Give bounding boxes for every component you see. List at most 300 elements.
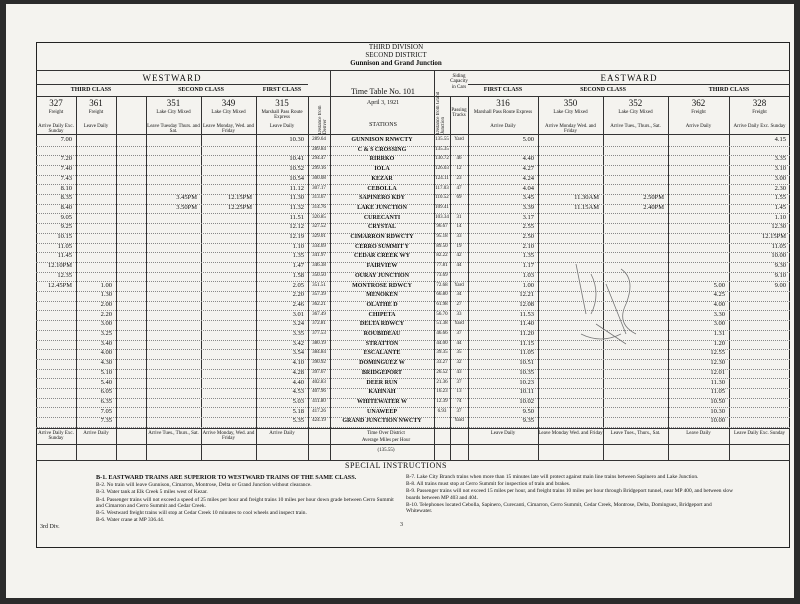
cell-w327: 8.35 xyxy=(60,194,72,202)
train-description: Freight xyxy=(48,110,64,115)
cell-gj: 117.03 xyxy=(435,185,449,191)
cell-gj: 66.80 xyxy=(436,292,448,298)
passing-label: Passing Tracks xyxy=(451,108,467,119)
pencil-annotation xyxy=(566,254,656,364)
train-number: 316 xyxy=(496,98,510,108)
cell-mp: 350.50 xyxy=(312,272,326,278)
cell-w327: 9.05 xyxy=(60,213,72,221)
cell-gj: 126.03 xyxy=(435,166,449,172)
train-days: Leave Tuesday Thurs. and Sat. xyxy=(147,124,200,135)
cell-e316: 11.53 xyxy=(519,310,534,318)
cell-w349: 12.25PM xyxy=(227,203,252,211)
cell-mp: 402.83 xyxy=(312,379,326,385)
siding-label: Siding Capacity in Cars xyxy=(450,74,468,90)
cell-mp: 329.01 xyxy=(312,234,326,239)
cell-w361: 2.20 xyxy=(100,310,112,318)
cell-station: CHIPETA xyxy=(368,311,396,318)
train-description: Lake City Mixed xyxy=(553,110,588,115)
cell-w361: 4.30 xyxy=(100,359,112,367)
westward-label: WESTWARD xyxy=(142,73,202,83)
special-instructions-title: SPECIAL INSTRUCTIONS xyxy=(345,461,447,470)
cell-w315: 10.52 xyxy=(289,165,304,173)
cell-e328: 3.00 xyxy=(774,174,786,182)
cell-e316: 11.05 xyxy=(519,349,534,357)
cell-e316: 9.50 xyxy=(522,407,534,415)
cell-e362: 1.20 xyxy=(713,339,725,347)
cell-e362: 12.55 xyxy=(710,349,725,357)
dist-gj-label: Distance from Grand Junction xyxy=(436,91,446,134)
cell-w315: 4.10 xyxy=(292,359,304,367)
cell-e328: 9.10 xyxy=(774,271,786,279)
cell-e316: 3.45 xyxy=(522,194,534,202)
footer-w315: Arrive Daily xyxy=(269,431,295,436)
cell-station: DEER RUN xyxy=(366,379,398,386)
cell-mp: 346.38 xyxy=(312,263,326,269)
cell-mp: 334.69 xyxy=(312,243,326,249)
cell-e328: 9.30 xyxy=(774,262,786,270)
footer-w327: Arrive Daily Exc. Sunday xyxy=(38,431,74,442)
cell-station: DELTA RDWCY xyxy=(359,321,405,328)
cell-w361: 6.05 xyxy=(100,388,112,396)
instruction-item: B-8. All trains must stop at Cerro Summit for inspection of train and brakes. xyxy=(406,481,571,488)
cell-e362: 12.30 xyxy=(710,359,725,367)
cell-e316: 2.55 xyxy=(522,223,534,231)
cell-w327: 10.15 xyxy=(57,233,72,240)
footer-w351: Arrive Tues., Thurs., Sat. xyxy=(148,431,199,436)
cell-station: MONTROSE RDWCY xyxy=(352,282,412,289)
train-number: 350 xyxy=(563,98,578,108)
cell-gj: 96.67 xyxy=(436,224,448,230)
cell-gj: 110.52 xyxy=(435,195,449,201)
stations-label: STATIONS xyxy=(369,122,397,128)
cell-e328: 3.10 xyxy=(774,165,786,173)
cell-e328: 9.00 xyxy=(774,281,786,289)
east-class-rule xyxy=(468,84,790,85)
cell-e316: 11.15 xyxy=(519,339,534,347)
cell-e362: 12.01 xyxy=(710,368,725,376)
train-number: 328 xyxy=(752,98,767,108)
train-days: Arrive Daily xyxy=(685,124,712,129)
page-footer-division: 3rd Div. xyxy=(40,524,60,530)
column-divider xyxy=(668,96,669,460)
cell-gj: 39.35 xyxy=(436,350,448,356)
cell-station: C & S CROSSING xyxy=(357,146,407,153)
instructions-right xyxy=(406,474,736,515)
timetable-page xyxy=(6,4,794,598)
east-first-class: FIRST CLASS xyxy=(483,87,523,93)
cell-station: ROUBIDEAU xyxy=(363,331,401,337)
cell-sid: 46 xyxy=(456,156,462,162)
cell-sid: 37 xyxy=(456,331,462,336)
footer-e362: Leave Daily xyxy=(686,431,711,436)
train-number: 349 xyxy=(221,98,236,108)
cell-e316: 9.35 xyxy=(522,417,534,425)
cell-w361: 6.35 xyxy=(100,397,112,405)
west-first-class: FIRST CLASS xyxy=(262,87,302,93)
cell-e328: 4.15 xyxy=(774,136,786,143)
cell-gj: 6.93 xyxy=(437,408,447,414)
cell-w327: 7.20 xyxy=(60,155,72,163)
cell-w315: 3.54 xyxy=(292,349,304,357)
cell-station: CEDAR CREEK WY xyxy=(354,253,410,260)
cell-station: KAHNAH xyxy=(368,389,396,396)
cell-sid: 32 xyxy=(456,360,462,366)
cell-station: BRIDGEPORT xyxy=(361,369,403,376)
cell-gj: 109.41 xyxy=(435,204,449,210)
cell-mp: 362.21 xyxy=(312,301,326,307)
cell-w315: 1.58 xyxy=(292,271,304,279)
cell-gj: 61.98 xyxy=(436,301,448,307)
west-third-class: THIRD CLASS xyxy=(70,87,112,93)
cell-w315: 4.28 xyxy=(292,368,304,376)
cell-e316: 10.11 xyxy=(519,388,534,396)
cell-w327: 7.00 xyxy=(60,136,72,143)
cell-w315: 3.35 xyxy=(292,330,304,337)
cell-e362: 10.50 xyxy=(710,397,725,405)
cell-e316: 3.39 xyxy=(522,203,534,211)
cell-sid: 27 xyxy=(456,301,462,307)
train-days: Arrive Monday Wed. and Friday xyxy=(545,124,596,135)
cell-station: GUNNISON RNWCTY xyxy=(351,137,413,143)
instruction-item: B-6. Water crane at MP 336.44. xyxy=(96,517,165,524)
west-second-class: SECOND CLASS xyxy=(178,87,224,93)
cell-w315: 3.01 xyxy=(292,310,304,318)
train-number: 315 xyxy=(275,98,289,108)
cell-e352: 2.40PM xyxy=(643,203,664,211)
eastward-label: EASTWARD xyxy=(600,73,658,83)
train-description: Lake City Mixed xyxy=(211,110,246,115)
cell-w351: 3.45PM xyxy=(176,194,197,202)
cell-w315: 11.32 xyxy=(289,203,304,211)
cell-mp: 397.67 xyxy=(312,369,326,375)
cell-station: DOMINGUEZ W xyxy=(359,360,405,367)
cell-w327: 9.25 xyxy=(60,223,72,231)
cell-sid: 35 xyxy=(456,350,462,356)
cell-w315: 1.10 xyxy=(292,242,304,250)
cell-gj: 135.55 xyxy=(435,137,449,142)
column-divider xyxy=(146,96,147,460)
column-divider xyxy=(330,70,331,460)
cell-sid: 74 xyxy=(456,398,462,404)
cell-mp: 372.81 xyxy=(312,321,326,327)
cell-station: KEZAR xyxy=(371,175,393,182)
cell-e362: 11.05 xyxy=(710,388,725,396)
cell-e362: 5.00 xyxy=(713,281,725,289)
cell-sid: Yard xyxy=(454,321,464,327)
cell-sid: 33 xyxy=(456,234,462,239)
cell-mp: 390.92 xyxy=(312,360,326,366)
cell-e316: 4.27 xyxy=(522,165,534,173)
cell-sid: 43 xyxy=(456,369,462,375)
cell-w349: 12.15PM xyxy=(227,194,252,202)
cell-station: GRAND JUNCTION NWCTY xyxy=(342,418,422,425)
footer-rule xyxy=(36,444,790,445)
cell-mp: 377.53 xyxy=(312,331,326,336)
cell-gj: 72.68 xyxy=(436,282,448,288)
train-number: 361 xyxy=(89,98,103,108)
cell-e316: 1.03 xyxy=(522,271,534,279)
cell-w315: 2.20 xyxy=(292,291,304,299)
cell-w361: 3.40 xyxy=(100,339,112,347)
footer-total: (135.55) xyxy=(377,448,395,453)
footer-e352: Leave Tues., Thurs., Sat. xyxy=(610,431,661,436)
cell-mp: 367.49 xyxy=(312,311,326,317)
east-third-class: THIRD CLASS xyxy=(708,87,750,93)
cell-e362: 4.25 xyxy=(713,291,725,299)
cell-e316: 1.00 xyxy=(522,281,534,289)
train-description: Freight xyxy=(88,110,104,115)
cell-mp: 300.08 xyxy=(312,175,326,181)
cell-e362: 10.00 xyxy=(710,417,725,425)
cell-w315: 4.53 xyxy=(292,388,304,396)
instruction-item: B-10. Telephones located Cebolla, Sapinero, Curecanti, Cimarron, Cerro Summit, Cedar Creek, Montrose, Delta, Dominguez, Bridgeport and Whitewater. xyxy=(406,501,712,515)
train-number: 362 xyxy=(691,98,706,108)
cell-w361: 3.00 xyxy=(100,320,112,328)
train-description: Freight xyxy=(691,110,706,115)
cell-sid: Yard xyxy=(454,137,464,142)
cell-w327: 7.40 xyxy=(60,165,72,173)
cell-mp: 407.96 xyxy=(312,389,326,395)
cell-e362: 10.30 xyxy=(710,407,725,415)
train-description: Lake City Mixed xyxy=(156,110,191,115)
cell-station: IOLA xyxy=(374,166,390,173)
cell-e316: 3.17 xyxy=(522,213,534,221)
cell-gj: 130.72 xyxy=(435,156,449,162)
body-bottom-rule xyxy=(36,428,790,429)
instruction-item: B-2. No train will leave Gunnison, Cimarron, Montrose, Delta or Grand Junction without clearance. xyxy=(96,482,312,489)
cell-w327: 8.40 xyxy=(60,203,72,211)
cell-e316: 4.40 xyxy=(522,155,534,163)
cell-sid: 37 xyxy=(456,408,462,414)
cell-gj: 26.52 xyxy=(436,369,448,375)
cell-e316: 2.50 xyxy=(522,233,534,240)
cell-e328: 11.05 xyxy=(771,242,786,250)
cell-w361: 5.10 xyxy=(100,368,112,376)
cell-w315: 1.35 xyxy=(292,252,304,260)
cell-gj: 124.11 xyxy=(435,175,449,181)
column-divider xyxy=(450,96,451,460)
cell-mp: 299.16 xyxy=(312,166,326,172)
footer-e328: Leave Daily Exc. Sunday xyxy=(733,431,786,436)
cell-gj: 73.69 xyxy=(436,272,448,278)
cell-w361: 1.00 xyxy=(100,281,112,289)
cell-gj: 51.38 xyxy=(436,321,448,327)
east-second-class: SECOND CLASS xyxy=(580,87,626,93)
instruction-item: B-5. Westward freight trains will stop at Cedar Creek 10 minutes to cool wheels and inspect train. xyxy=(96,509,307,516)
cell-station: OLATHE D xyxy=(366,301,398,308)
cell-mp: 424.19 xyxy=(312,418,326,424)
cell-mp: 357.39 xyxy=(312,292,326,298)
cell-e328: 1.55 xyxy=(774,194,786,202)
dist-denver-label: Distance from Denver xyxy=(318,105,328,134)
cell-e316: 10.02 xyxy=(519,397,534,405)
cell-w315: 10.30 xyxy=(289,136,304,143)
instruction-item: B-3. Water tank at Elk Creek 5 miles west of Kezar. xyxy=(96,489,208,496)
cell-gj: 89.50 xyxy=(436,243,448,249)
cell-station: RIRRKO xyxy=(369,156,395,163)
cell-station: CIMARRON RDWCTY xyxy=(350,234,414,240)
cell-e316: 10.51 xyxy=(519,359,534,367)
cell-w315: 11.30 xyxy=(289,194,304,202)
cell-sid: 14 xyxy=(456,224,462,230)
cell-mp: 380.19 xyxy=(312,340,326,346)
cell-w315: 3.42 xyxy=(292,339,304,347)
cell-station: OURAY JUNCTION xyxy=(354,272,410,279)
instructions-left xyxy=(96,474,396,524)
train-number: 352 xyxy=(628,98,643,108)
district-title: SECOND DISTRICT xyxy=(365,51,427,59)
cell-w327: 11.45 xyxy=(57,252,72,260)
cell-sid: 34 xyxy=(456,292,462,298)
cell-station: CEBOLLA xyxy=(367,185,397,192)
cell-mp: 411.80 xyxy=(312,398,326,404)
cell-sid: 44 xyxy=(456,340,462,346)
cell-mp: 417.26 xyxy=(312,408,326,414)
cell-w315: 10.54 xyxy=(289,174,304,182)
cell-mp: 384.84 xyxy=(312,350,326,356)
cell-w361: 2.00 xyxy=(100,300,112,308)
cell-gj: 46.66 xyxy=(436,331,448,336)
cell-mp: 351.51 xyxy=(312,282,326,288)
timetable-number: Time Table No. 101 xyxy=(351,87,415,96)
division-title: THIRD DIVISION xyxy=(368,43,424,51)
page-number: 3 xyxy=(400,522,403,528)
footer-w349: Arrive Monday, Wed. and Friday xyxy=(202,431,255,442)
cell-gj: 135.35 xyxy=(435,146,449,152)
cell-station: MENOKEN xyxy=(366,292,398,299)
cell-mp: 314.76 xyxy=(312,204,326,210)
cell-w327: 12.45PM xyxy=(47,281,72,289)
west-class-rule xyxy=(36,84,308,85)
cell-sid: Yard xyxy=(454,418,464,424)
cell-sid: 69 xyxy=(456,195,462,201)
cell-sid: Yard xyxy=(454,282,464,288)
cell-gj: 82.22 xyxy=(436,253,448,259)
cell-e362: 3.30 xyxy=(713,310,725,318)
cell-w315: 5.35 xyxy=(292,417,304,425)
cell-w315: 11.51 xyxy=(289,213,304,221)
cell-station: LAKE JUNCTION xyxy=(357,204,407,211)
cell-e316: 11.20 xyxy=(519,330,534,337)
cell-mp: 307.17 xyxy=(312,185,326,191)
cell-station: FAIRVIEW xyxy=(366,263,398,270)
cell-mp: 313.67 xyxy=(312,195,326,201)
cell-mp: 320.85 xyxy=(312,214,326,220)
cell-e328: 1.45 xyxy=(774,203,786,211)
cell-e328: 2.30 xyxy=(774,184,786,192)
cell-w361: 3.25 xyxy=(100,330,112,337)
cell-sid: 13 xyxy=(456,389,462,395)
cell-e316: 4.24 xyxy=(522,174,534,182)
cell-station: CRYSTAL xyxy=(367,224,397,231)
cell-e362: 4.00 xyxy=(713,300,725,308)
cell-w315: 10.41 xyxy=(289,155,304,163)
footer-e316: Leave Daily xyxy=(490,431,516,436)
cell-station: ESCALANTE xyxy=(363,350,401,357)
row-rule xyxy=(36,427,790,428)
cell-w361: 1.30 xyxy=(100,291,112,299)
cell-w361: 7.05 xyxy=(100,407,112,415)
cell-sid: 47 xyxy=(456,185,462,191)
cell-e362: 11.30 xyxy=(710,378,725,386)
cell-gj: 103.34 xyxy=(435,214,449,220)
cell-mp: 294.47 xyxy=(312,156,326,162)
cell-station: SAPINERO KDY xyxy=(359,195,405,202)
instruction-item: B-4. Passenger trains will not exceed a speed of 25 miles per hour and freight trains 10 miles per hour down grade between Cerro Summit and Cimarron and Cerro Summit and Cedar Creek. xyxy=(96,496,394,509)
train-days: Leave Daily xyxy=(269,124,295,129)
cell-gj: 21.36 xyxy=(436,379,448,385)
timetable-date: April 3, 1921 xyxy=(366,100,400,106)
cell-e328: 12.30 xyxy=(771,223,786,231)
cell-w327: 12.35 xyxy=(57,271,72,279)
cell-e316: 1.35 xyxy=(522,252,534,260)
cell-station: CURECANTI xyxy=(363,214,401,221)
cell-w327: 12.10PM xyxy=(47,262,72,270)
cell-w315: 5.18 xyxy=(292,407,304,415)
cell-w361: 7.35 xyxy=(100,417,112,425)
cell-e328: 1.10 xyxy=(774,213,786,221)
cell-e316: 11.40 xyxy=(519,320,534,328)
cell-e328: 12.15PM xyxy=(761,233,786,240)
instruction-item: B-9. Passenger trains will not exceed 15 miles per hour, and freight trains 10 miles per hour through Bridgeport tunnel, near MP 400, and between slow boards between MP 403 and 404. xyxy=(406,488,733,501)
cell-w327: 8.10 xyxy=(60,184,72,192)
subdistrict-title: Gunnison and Grand Junction xyxy=(350,59,442,67)
cell-w315: 5.03 xyxy=(292,397,304,405)
cell-e316: 12.08 xyxy=(519,300,534,308)
cell-e316: 1.17 xyxy=(522,262,534,270)
train-days: Arrive Daily xyxy=(490,124,516,129)
cell-sid: 37 xyxy=(456,379,462,385)
cell-e362: 1.31 xyxy=(713,330,725,337)
instruction-item: B-1. EASTWARD TRAINS ARE SUPERIOR TO WESTWARD TRAINS OF THE SAME CLASS. xyxy=(96,474,357,481)
cell-e316: 4.04 xyxy=(522,184,534,192)
train-days: Arrive Tues., Thurs., Sat. xyxy=(610,124,661,129)
column-divider xyxy=(76,96,77,460)
cell-w361: 4.00 xyxy=(100,349,112,357)
train-description: Marshall Pass Route Express xyxy=(473,110,533,115)
cell-gj: 56.70 xyxy=(436,311,448,317)
cell-e316: 5.00 xyxy=(522,136,534,143)
column-divider xyxy=(201,96,202,460)
cell-sid: 31 xyxy=(456,214,462,220)
train-description: Lake City Mixed xyxy=(618,110,653,115)
cell-w315: 4.40 xyxy=(292,378,304,386)
cell-gj: 33.27 xyxy=(436,360,448,366)
train-days: Leave Daily xyxy=(83,124,109,129)
cell-e328: 10.00 xyxy=(771,252,786,260)
footer-e350: Leave Monday Wed. and Friday xyxy=(538,431,603,436)
column-divider xyxy=(538,96,539,460)
cell-w361: 5.40 xyxy=(100,378,112,386)
cell-mp: 327.52 xyxy=(312,224,326,230)
cell-mp: 289.84 xyxy=(312,146,326,152)
cell-gj: 44.00 xyxy=(436,340,448,346)
cell-sid: 23 xyxy=(456,175,462,181)
cell-gj: 77.81 xyxy=(436,263,448,269)
train-days: Arrive Daily Exc. Sunday xyxy=(733,124,786,129)
cell-sid: 12 xyxy=(456,166,462,172)
train-number: 327 xyxy=(49,98,63,108)
cell-station: UNAWEEP xyxy=(366,408,397,415)
cell-w315: 2.46 xyxy=(292,300,304,308)
cell-station: CERRO SUMMIT Y xyxy=(354,243,409,250)
cell-w327: 7.43 xyxy=(60,174,72,182)
cell-w327: 11.05 xyxy=(57,242,72,250)
cell-station: STRATTON xyxy=(365,340,399,347)
cell-w315: 11.12 xyxy=(289,184,304,192)
cell-sid: 44 xyxy=(456,263,462,269)
cell-gj: 12.39 xyxy=(436,398,448,404)
